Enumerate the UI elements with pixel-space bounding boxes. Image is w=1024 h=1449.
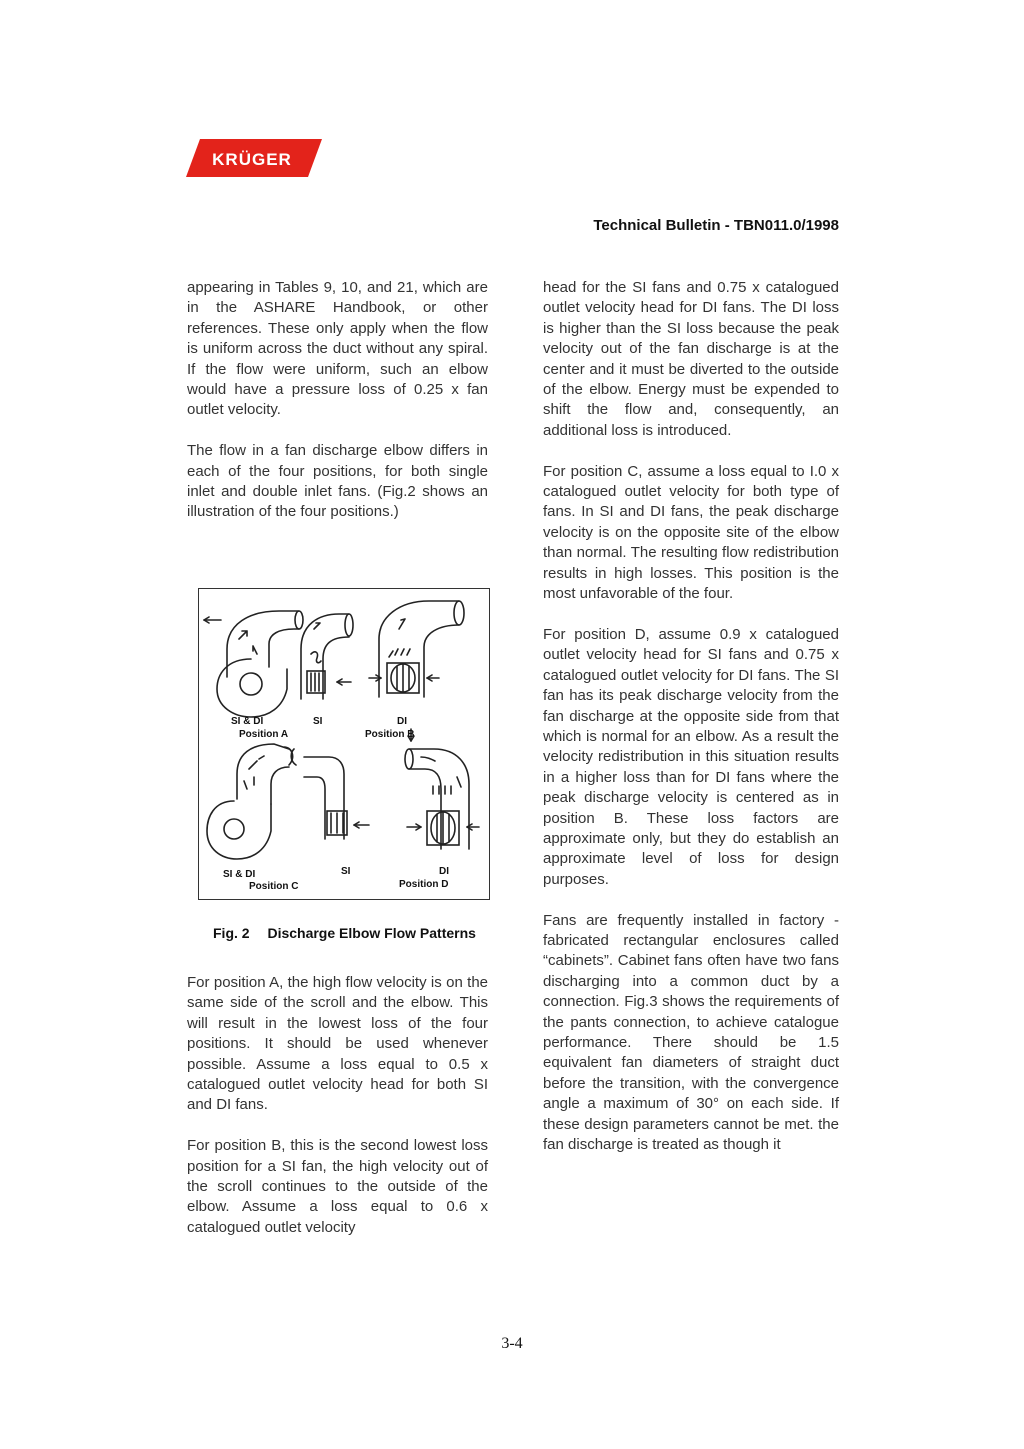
label-c-sidi: SI & DI <box>223 869 256 880</box>
figure-discharge-elbows <box>198 588 490 900</box>
kruger-logo-graphic <box>186 139 322 179</box>
label-d-di: DI <box>439 866 449 877</box>
paragraph: appearing in Tables 9, 10, and 21, which are in the ASHARE Handbook, or other references. These only apply when the flow is uniform across the duct without any spiral. If the flow were uniform, such an elbow would have a pressure loss of 0.25 x fan outlet velocity. <box>187 279 488 419</box>
paragraph: For position C, assume a loss equal to I.0 x catalogued outlet velocity for both type of fans. In SI and DI fans, the peak discharge velocity is on the opposite site of the elbow than normal. The resulting flow redistribution results in high losses. This position is the most unfavorable of the four. <box>543 462 839 603</box>
figure-caption <box>213 925 476 941</box>
label-b-di: DI <box>397 716 407 727</box>
label-c-position: Position C <box>249 881 299 892</box>
elbow-diagram <box>199 589 489 899</box>
position-c-drawing <box>207 744 369 859</box>
bulletin-header: Technical Bulletin - TBN011.0/1998 <box>593 217 839 234</box>
paragraph: For position B, this is the second lowest loss position for a SI fan, the high velocity out of the scroll continues to the outside of the elbow. Assume a loss equal to 0.6 x catalogued outlet velocity <box>187 1137 488 1236</box>
page-number: 3-4 <box>501 1335 523 1352</box>
right-column <box>543 278 839 1176</box>
paragraph: The flow in a fan discharge elbow differs in each of the four positions, for both single inlet and double inlet fans. (Fig.2 shows an illustration of the four positions.) <box>187 442 488 521</box>
paragraph: Fans are frequently installed in factory - fabricated rectangular enclosures called “cabinets”. Cabinet fans often have two fans discharging into a common duct by a connection. Fig.3 shows the requirements of the pants connection, to achieve catalogue performance. There should be 1.5 equivalent fan diameters of straight duct before the transition, with the convergence angle a maximum of 30° on each side. If these design parameters cannot be met. the fan discharge is treated as though it <box>543 911 839 1154</box>
label-b-position: Position B <box>365 729 415 740</box>
position-b-si-drawing <box>301 614 353 699</box>
position-a-drawing <box>204 611 303 717</box>
caption-text: Discharge Elbow Flow Patterns <box>267 925 476 941</box>
svg-text:KRÜGER: KRÜGER <box>212 150 292 169</box>
left-column-bottom <box>187 973 488 1259</box>
kruger-logo <box>186 139 322 179</box>
left-column-top <box>187 278 488 543</box>
position-d-drawing <box>405 729 479 849</box>
label-d-position: Position D <box>399 879 449 890</box>
label-a-position: Position A <box>239 729 289 740</box>
paragraph: head for the SI fans and 0.75 x catalogued outlet velocity head for DI fans. The DI loss is higher than the SI loss because the peak velocity out of the fan discharge is at the center and it must be diverted to the outside of the elbow. Energy must be expended to shift the flow and, consequently, an additional loss is introduced. <box>543 279 839 439</box>
paragraph: For position A, the high flow velocity is on the same side of the scroll and the elbow. This will result in the lowest loss of the four positions. It should be used whenever possible. Assume a loss equal to 0.5 x catalogued outlet velocity head for both SI and DI fans. <box>187 974 488 1114</box>
label-b-si: SI <box>313 716 323 727</box>
label-a-sidi: SI & DI <box>231 716 264 727</box>
paragraph: For position D, assume 0.9 x catalogued outlet velocity head for SI fans and 0.75 x catalogued outlet velocity for DI fans. The SI fan has its peak discharge velocity from the fan discharge at the opposite side from that which is normal for an elbow. As a result the velocity redistribution in this situation results in a higher loss than for DI fans where the peak discharge velocity is centered as in position B. These loss factors are approximate only, but they do establish an approximate level of loss for design purposes. <box>543 625 839 888</box>
caption-number: Fig. 2 <box>213 925 250 941</box>
label-d-si: SI <box>341 866 351 877</box>
position-b-di-drawing <box>369 601 464 697</box>
